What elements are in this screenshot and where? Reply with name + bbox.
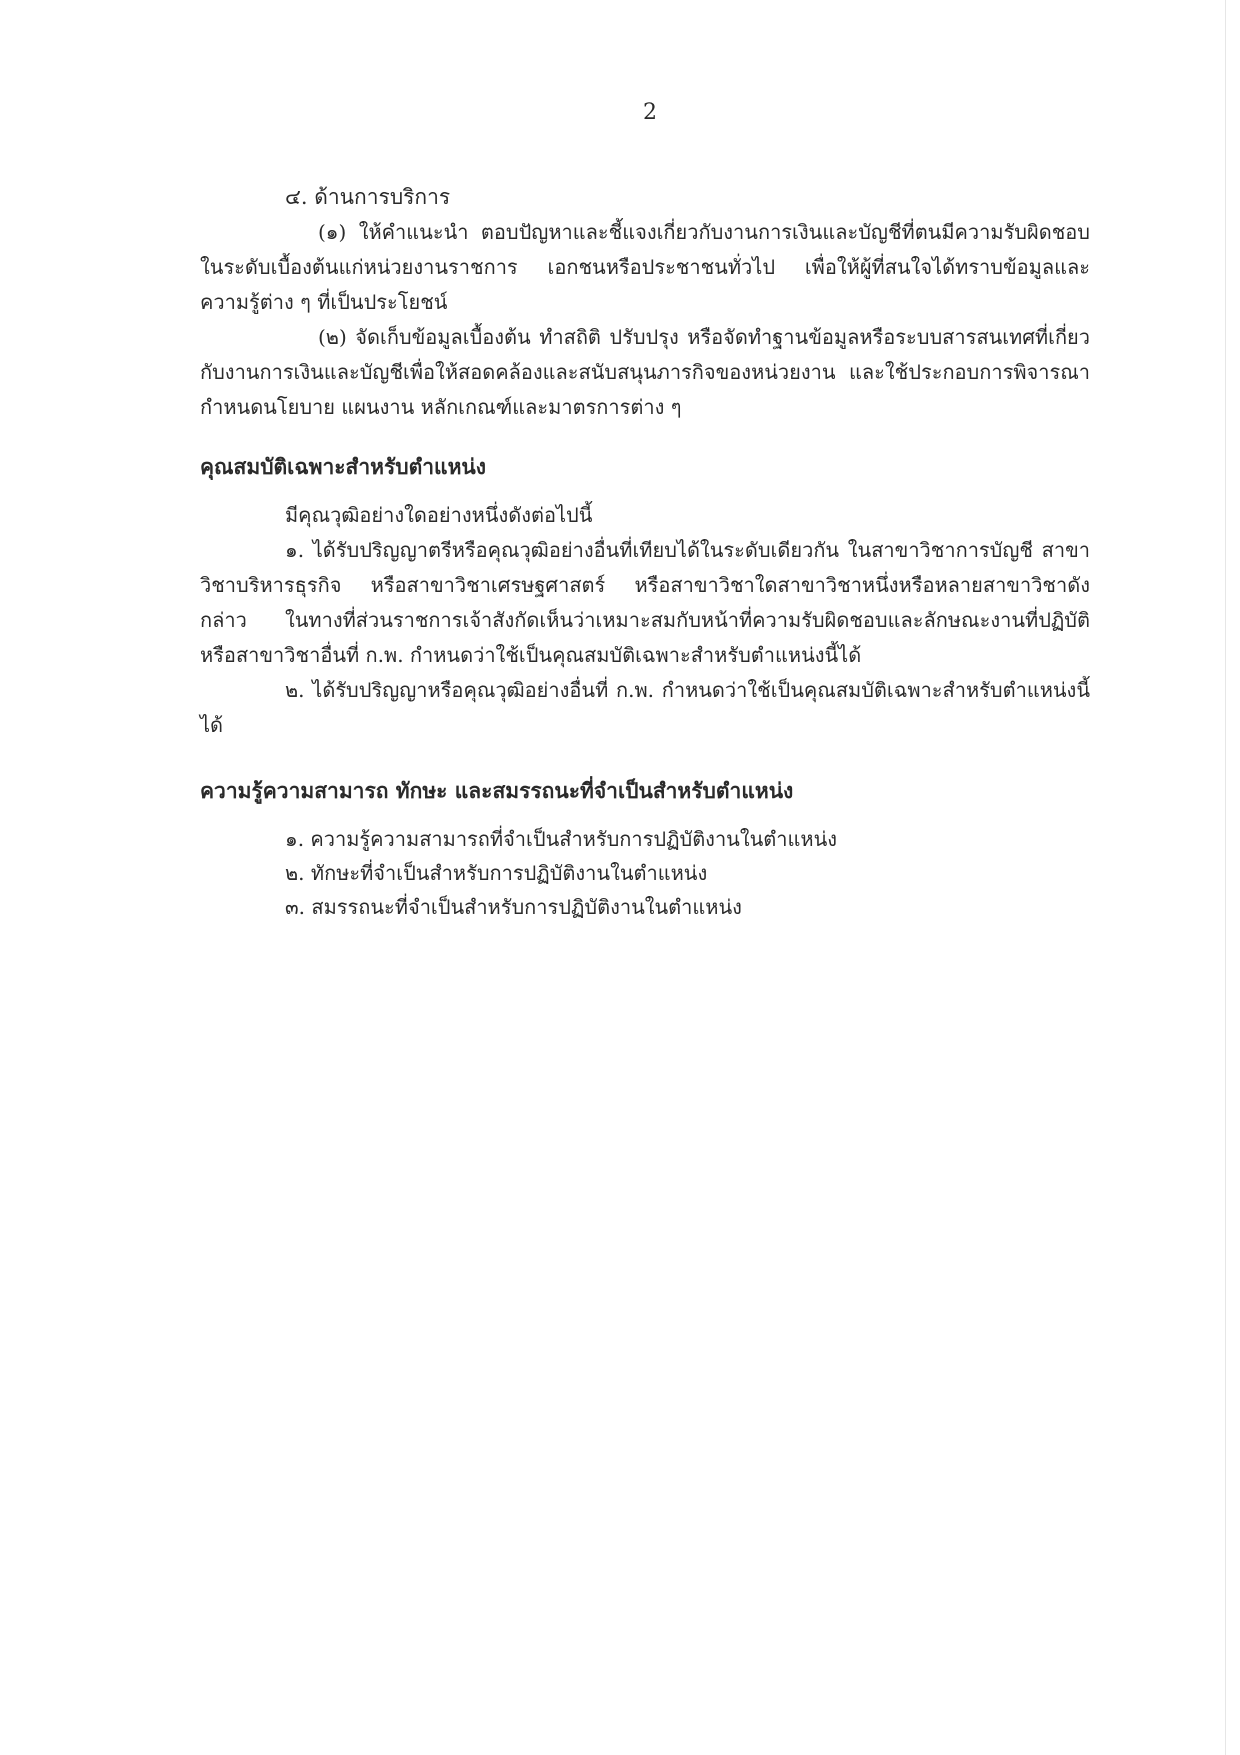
service-paragraph-2: (๒) จัดเก็บข้อมูลเบื้องต้น ทำสถิติ ปรับปรุง หรือจัดทำฐานข้อมูลหรือระบบสารสนเทศที่เกี่ยวกับงานการเงินและบัญชีเพื่อให้สอดคล้องและสนับสนุนภารกิจของหน่วยงาน และใช้ประกอบการพิจารณากำหนดนโยบาย แผนงาน หลักเกณฑ์และมาตรการต่าง ๆ (200, 325, 1090, 419)
qualification-item-2: ๒. ได้รับปริญญาหรือคุณวุฒิอย่างอื่นที่ ก.พ. กำหนดว่าใช้เป็นคุณสมบัติเฉพาะสำหรับตำแหน่งนี้ได้ (200, 678, 1090, 737)
service-paragraph-1: (๑) ให้คำแนะนำ ตอบปัญหาและชี้แจงเกี่ยวกับงานการเงินและบัญชีที่ตนมีความรับผิดชอบในระดับเบื้องต้นแก่หน่วยงานราชการ เอกชนหรือประชาชนทั่วไป เพื่อให้ผู้ที่สนใจได้ทราบข้อมูลและความรู้ต่าง ๆ ที่เป็นประโยชน์ (200, 220, 1090, 314)
qualifications-heading: คุณสมบัติเฉพาะสำหรับตำแหน่ง (200, 454, 487, 479)
document-body (200, 180, 1090, 924)
competency-item-1: ๑. ความรู้ความสามารถที่จำเป็นสำหรับการปฏิบัติงานในตำแหน่ง (285, 827, 838, 851)
page-edge-line (1225, 0, 1226, 1755)
spacer (200, 743, 1090, 773)
page-number: 2 (643, 100, 657, 125)
competency-item-3: ๓. สมรรถนะที่จำเป็นสำหรับการปฏิบัติงานในตำแหน่ง (285, 895, 742, 919)
qualifications-intro: มีคุณวุฒิอย่างใดอย่างหนึ่งดังต่อไปนี้ (285, 503, 593, 527)
service-section-heading: ๔. ด้านการบริการ (285, 185, 451, 209)
competency-item-2: ๒. ทักษะที่จำเป็นสำหรับการปฏิบัติงานในตำแหน่ง (285, 861, 708, 885)
competencies-heading: ความรู้ความสามารถ ทักษะ และสมรรถนะที่จำเป็นสำหรับตำแหน่ง (200, 778, 794, 803)
spacer (200, 484, 1090, 498)
spacer (200, 808, 1090, 822)
qualification-item-1: ๑. ได้รับปริญญาตรีหรือคุณวุฒิอย่างอื่นที่เทียบได้ในระดับเดียวกัน ในสาขาวิชาการบัญชี สาขาวิชาบริหารธุรกิจ หรือสาขาวิชาเศรษฐศาสตร์ หรือสาขาวิชาใดสาขาวิชาหนึ่งหรือหลายสาขาวิชาดังกล่าว ในทางที่ส่วนราชการเจ้าสังกัดเห็นว่าเหมาะสมกับหน้าที่ความรับผิดชอบและลักษณะงานที่ปฏิบัติ หรือสาขาวิชาอื่นที่ ก.พ. กำหนดว่าใช้เป็นคุณสมบัติเฉพาะสำหรับตำแหน่งนี้ได้ (200, 538, 1090, 667)
competencies-list (200, 822, 1090, 924)
spacer (200, 425, 1090, 449)
